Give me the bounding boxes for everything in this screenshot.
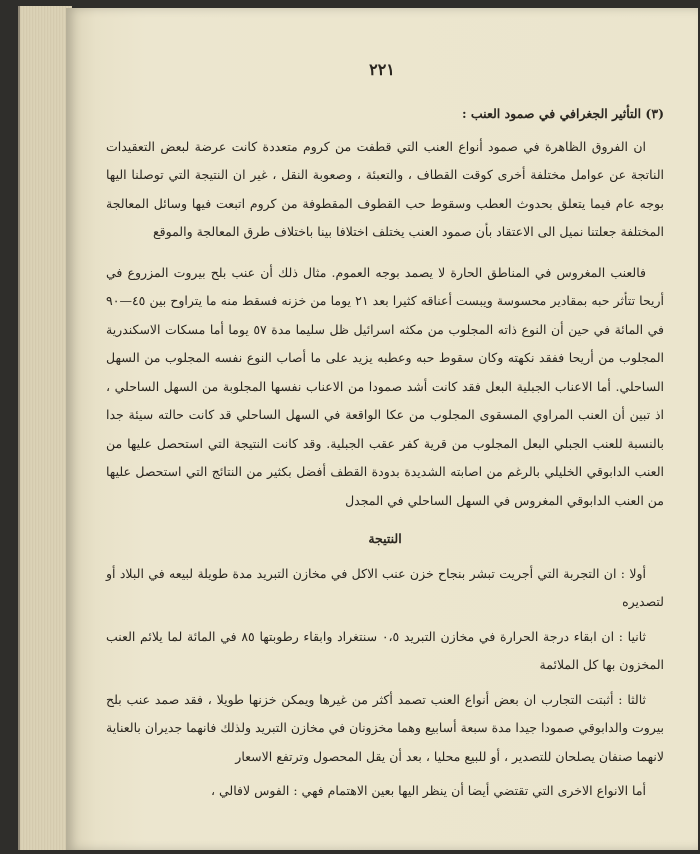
result-item: أولا : ان التجربة التي أجريت تبشر بنجاح خزن عنب الاكل في مخازن التبريد مدة طويلة لبيعه في البلاد أو لتصديره — [106, 565, 664, 609]
page-edges — [18, 6, 72, 850]
book-page — [66, 8, 698, 850]
page-body — [106, 100, 664, 806]
result-item: ثالثا : أثبتت التجارب ان بعض أنواع العنب تصمد أكثر من غيرها ويمكن خزنها طويلا ، فقد صمد عنب بلح بيروت والدابوقي صمودا جيدا مدة سبعة أسابيع وهما مخزونان في مخازن التبريد ولذلك فانهما جديران بالعناية لانهما صنفان يصلحان للتصدير ، أو للبيع محليا ، بعد أن يقل المحصول وترتفع الاسعار — [106, 691, 664, 764]
section-heading: (٣) التأثير الجغرافي في صمود العنب : — [461, 106, 664, 121]
page-number: ٢٢١ — [369, 60, 395, 79]
result-heading: النتيجة — [368, 531, 402, 546]
paragraph: ان الفروق الظاهرة في صمود أنواع العنب التي قطفت من كروم متعددة كانت عرضة لبعض التعقيدات الناتجة عن عوامل مختلفة أخرى كوقت القطاف ، والتعبئة ، وصعوبة النقل ، غير ان النتيجة التي توصلنا اليها بوجه عام فيما يتعلق بحدوث العطب وسقوط حب القطوف المقطوفة من كروم اتبعت فيها وسائل المعالجة المختلفة جعلتنا نميل الى الاعتقاد بأن صمود العنب يختلف اختلافا بينا باختلاف طرق المعالجة والموقع — [106, 138, 664, 239]
paragraph: أما الانواع الاخرى التي تقتضي أيضا أن ينظر اليها بعين الاهتمام فهي : الفوس لافالي ، — [210, 783, 646, 798]
paragraph: فالعنب المغروس في المناطق الحارة لا يصمد بوجه العموم. مثال ذلك أن عنب بلح بيروت المزروع في أريحا تتأثر حبه بمقادير محسوسة ويبست أعناقه كثيرا بعد ٢١ يوما من خزنه فسقط منه ما يتراوح بين ٤٥—٩٠ في المائة في حين أن النوع ذاته المجلوب من مكثه اسرائيل ظل سليما مدة ٥٧ يوما أما مسكات الاسكندرية المجلوب من أريحا ففقد نكهته وكان سقوط حبه وعطبه يزيد على ما أصاب النوع نفسه المجلوب من السهل الساحلي. أما الاعناب الجبلية البعل فقد كانت أشد صمودا من الاعناب نفسها المجلوبة من السهل الساحلي ، اذ تبين أن العنب المراوي المسقوى المجلوب من عكا الواقعة في السهل الساحلي قد كانت حالته سيئة جدا بالنسبة للعنب الجبلي البعل المجلوب من قرية كفر عقب الجبلية. وقد كانت النتيجة التي استحصل عليها من العنب الدابوقي الخليلي بالرغم من اصابته الشديدة بدودة القطف أفضل بكثير من النتائج التي استحصل عليها من العنب الدابوقي المغروس في السهل الساحلي في المجدل — [106, 264, 664, 508]
result-item: ثانيا : ان ابقاء درجة الحرارة في مخازن التبريد ٠،٥ سنتغراد وابقاء رطوبتها ٨٥ في المائة لما يلائم العنب المخزون بها كل الملائمة — [106, 628, 664, 672]
